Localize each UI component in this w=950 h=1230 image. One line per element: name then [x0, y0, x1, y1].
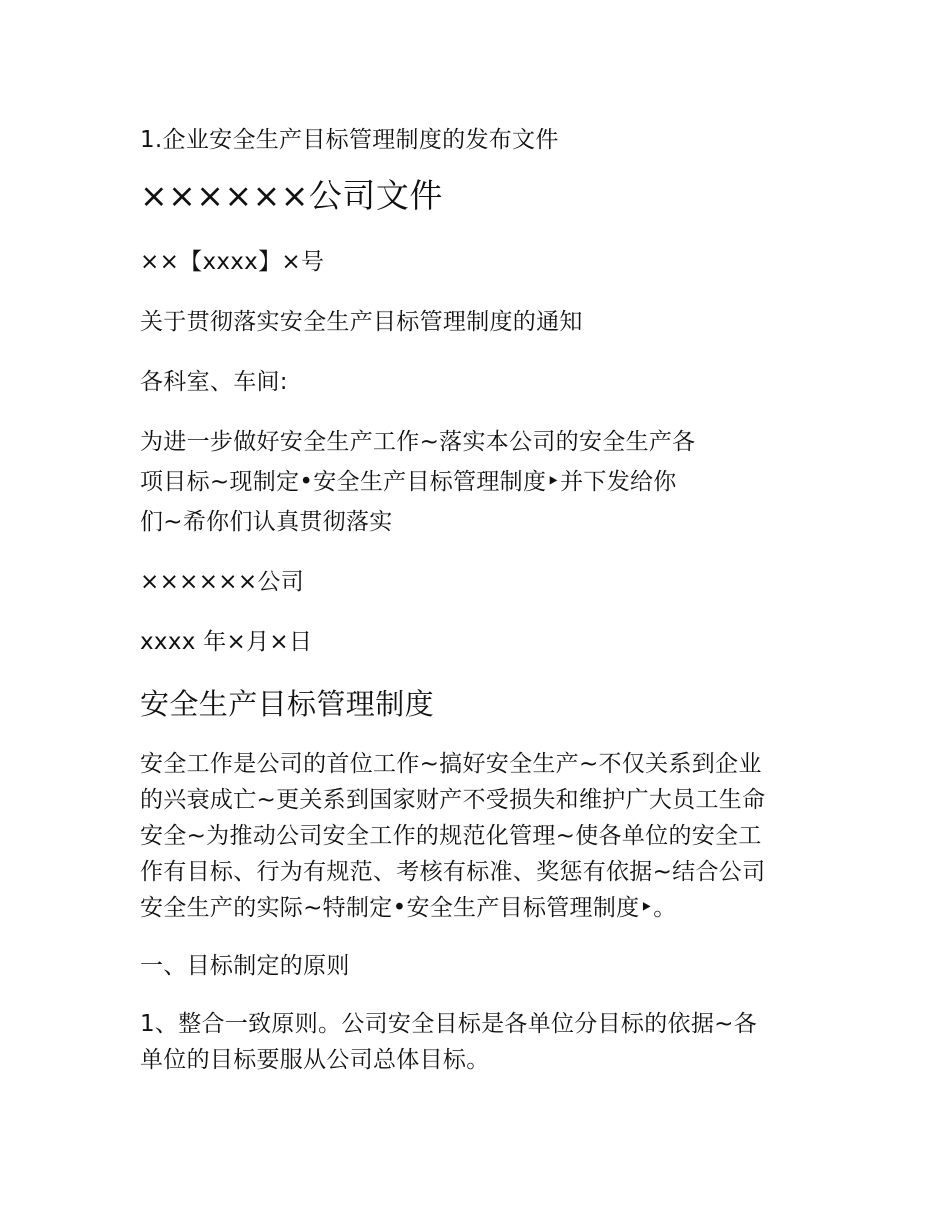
notice-body-line: 们~希你们认真贯彻落实: [140, 509, 393, 535]
notice-title: 关于贯彻落实安全生产目标管理制度的通知: [140, 309, 583, 335]
principle-line: 单位的目标要服从公司总体目标。: [140, 1047, 490, 1073]
intro-line: 安全~为推动公司安全工作的规范化管理~使各单位的安全工: [140, 823, 762, 849]
section-title: 安全生产目标管理制度: [140, 687, 435, 721]
intro-line: 作有目标、行为有规范、考核有标准、奖惩有依据~结合公司: [140, 859, 766, 885]
signature-company: ××××××公司: [140, 569, 305, 595]
principle-1: [140, 1006, 810, 1078]
signature-date: xxxx 年×月×日: [140, 629, 313, 655]
heading-release-document: 1.企业安全生产目标管理制度的发布文件: [140, 127, 559, 153]
addressee: 各科室、车间:: [140, 369, 288, 395]
document-number: ××【xxxx】×号: [140, 249, 325, 275]
principle-line: 1、整合一致原则。公司安全目标是各单位分目标的依据~各: [140, 1011, 758, 1037]
intro-line: 安全工作是公司的首位工作~搞好安全生产~不仅关系到企业: [140, 751, 762, 777]
notice-body: [140, 422, 810, 542]
document-content: [140, 120, 810, 1078]
intro-paragraph: [140, 746, 810, 926]
notice-body-line: 项目标~现制定•安全生产目标管理制度‣并下发给你: [140, 469, 677, 495]
notice-body-line: 为进一步做好安全生产工作~落实本公司的安全生产各: [140, 429, 696, 455]
intro-line: 的兴衰成亡~更关系到国家财产不受损失和维护广大员工生命: [140, 787, 766, 813]
principles-heading: 一、目标制定的原则: [140, 953, 350, 979]
intro-line: 安全生产的实际~特制定•安全生产目标管理制度‣。: [140, 895, 677, 921]
company-file-title: ××××××公司文件: [140, 176, 443, 215]
